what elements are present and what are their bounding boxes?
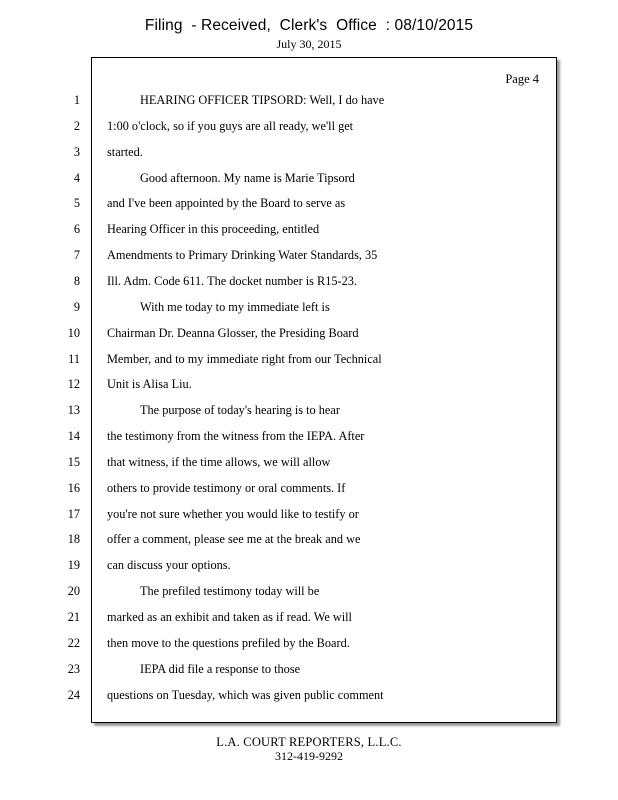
transcript-line (0, 584, 618, 602)
transcript-line (0, 196, 618, 214)
line-text: Chairman Dr. Deanna Glosser, the Presiding Board (107, 325, 359, 340)
line-number: 24 (67, 687, 80, 702)
transcript-line (0, 429, 618, 447)
line-number: 18 (67, 532, 80, 547)
transcript-line (0, 558, 618, 576)
transcript-line (0, 274, 618, 292)
transcript-line (0, 662, 618, 680)
line-number: 5 (73, 196, 80, 211)
line-text: With me today to my immediate left is (140, 299, 330, 314)
transcript-line (0, 248, 618, 266)
transcript-line (0, 532, 618, 550)
page-number: Page 4 (505, 72, 539, 86)
transcript-line (0, 610, 618, 628)
transcript-line (0, 481, 618, 499)
transcript-line (0, 171, 618, 189)
line-text: Hearing Officer in this proceeding, entitled (107, 222, 320, 237)
transcript-line (0, 222, 618, 240)
filing-stamp: Filing - Received, Clerk's Office : 08/10/2015 (144, 17, 474, 34)
line-text: IEPA did file a response to those (140, 661, 301, 676)
line-text: The prefiled testimony today will be (140, 584, 320, 599)
line-number: 13 (67, 403, 80, 418)
line-number: 1 (73, 93, 80, 107)
line-text: The purpose of today's hearing is to hear (140, 403, 340, 418)
line-text: Ill. Adm. Code 611. The docket number is R15-23. (107, 273, 358, 288)
transcript-line (0, 352, 618, 370)
transcript-line (0, 688, 618, 706)
transcript-line (0, 377, 618, 395)
line-number: 22 (67, 635, 80, 650)
line-text: Good afternoon. My name is Marie Tipsord (140, 170, 355, 185)
transcript-line (0, 300, 618, 318)
line-number: 10 (67, 325, 80, 340)
transcript-line (0, 119, 618, 137)
line-number: 11 (68, 351, 80, 366)
line-number: 16 (67, 480, 80, 495)
line-number: 21 (67, 610, 80, 624)
line-number: 19 (67, 558, 80, 573)
line-text: the testimony from the witness from the IEPA. After (107, 429, 365, 444)
line-text: marked as an exhibit and taken as if read. We will (107, 610, 352, 624)
line-text: started. (107, 144, 143, 159)
line-text: you're not sure whether you would like to testify or (107, 506, 359, 521)
line-text: questions on Tuesday, which was given public comment (107, 687, 384, 702)
line-text: that witness, if the time allows, we will allow (107, 454, 331, 469)
line-number: 17 (67, 506, 80, 521)
transcript-line (0, 403, 618, 421)
line-number: 12 (67, 377, 80, 392)
line-number: 4 (73, 170, 80, 185)
line-number: 15 (67, 454, 80, 469)
transcript-line (0, 455, 618, 473)
line-text: offer a comment, please see me at the break and we (107, 532, 361, 547)
line-number: 14 (67, 429, 80, 444)
transcript-date: July 30, 2015 (276, 37, 342, 51)
transcript-line (0, 145, 618, 163)
line-text: 1:00 o'clock, so if you guys are all ready, we'll get (107, 118, 354, 133)
transcript-line (0, 326, 618, 344)
line-number: 20 (67, 584, 80, 599)
transcript-line (0, 507, 618, 525)
line-text: can discuss your options. (107, 558, 231, 573)
line-number: 2 (73, 118, 80, 133)
line-number: 3 (73, 144, 80, 159)
line-number: 9 (73, 299, 80, 314)
line-text: Unit is Alisa Liu. (107, 377, 192, 392)
line-number: 7 (73, 248, 80, 263)
line-text: others to provide testimony or oral comments. If (107, 480, 346, 495)
court-reporter-phone: 312-419-9292 (275, 749, 343, 763)
line-text: Amendments to Primary Drinking Water Standards, 35 (107, 248, 378, 263)
transcript-line (0, 636, 618, 654)
line-text: then move to the questions prefiled by the Board. (107, 635, 350, 650)
line-text: Member, and to my immediate right from our Technical (107, 351, 382, 366)
line-number: 6 (73, 222, 80, 237)
line-text: HEARING OFFICER TIPSORD: Well, I do have (140, 93, 385, 107)
court-reporter-name: L.A. COURT REPORTERS, L.L.C. (216, 735, 402, 749)
line-text: and I've been appointed by the Board to serve as (107, 196, 346, 211)
line-number: 23 (67, 661, 80, 676)
line-number: 8 (73, 273, 80, 288)
transcript-line (0, 93, 618, 111)
